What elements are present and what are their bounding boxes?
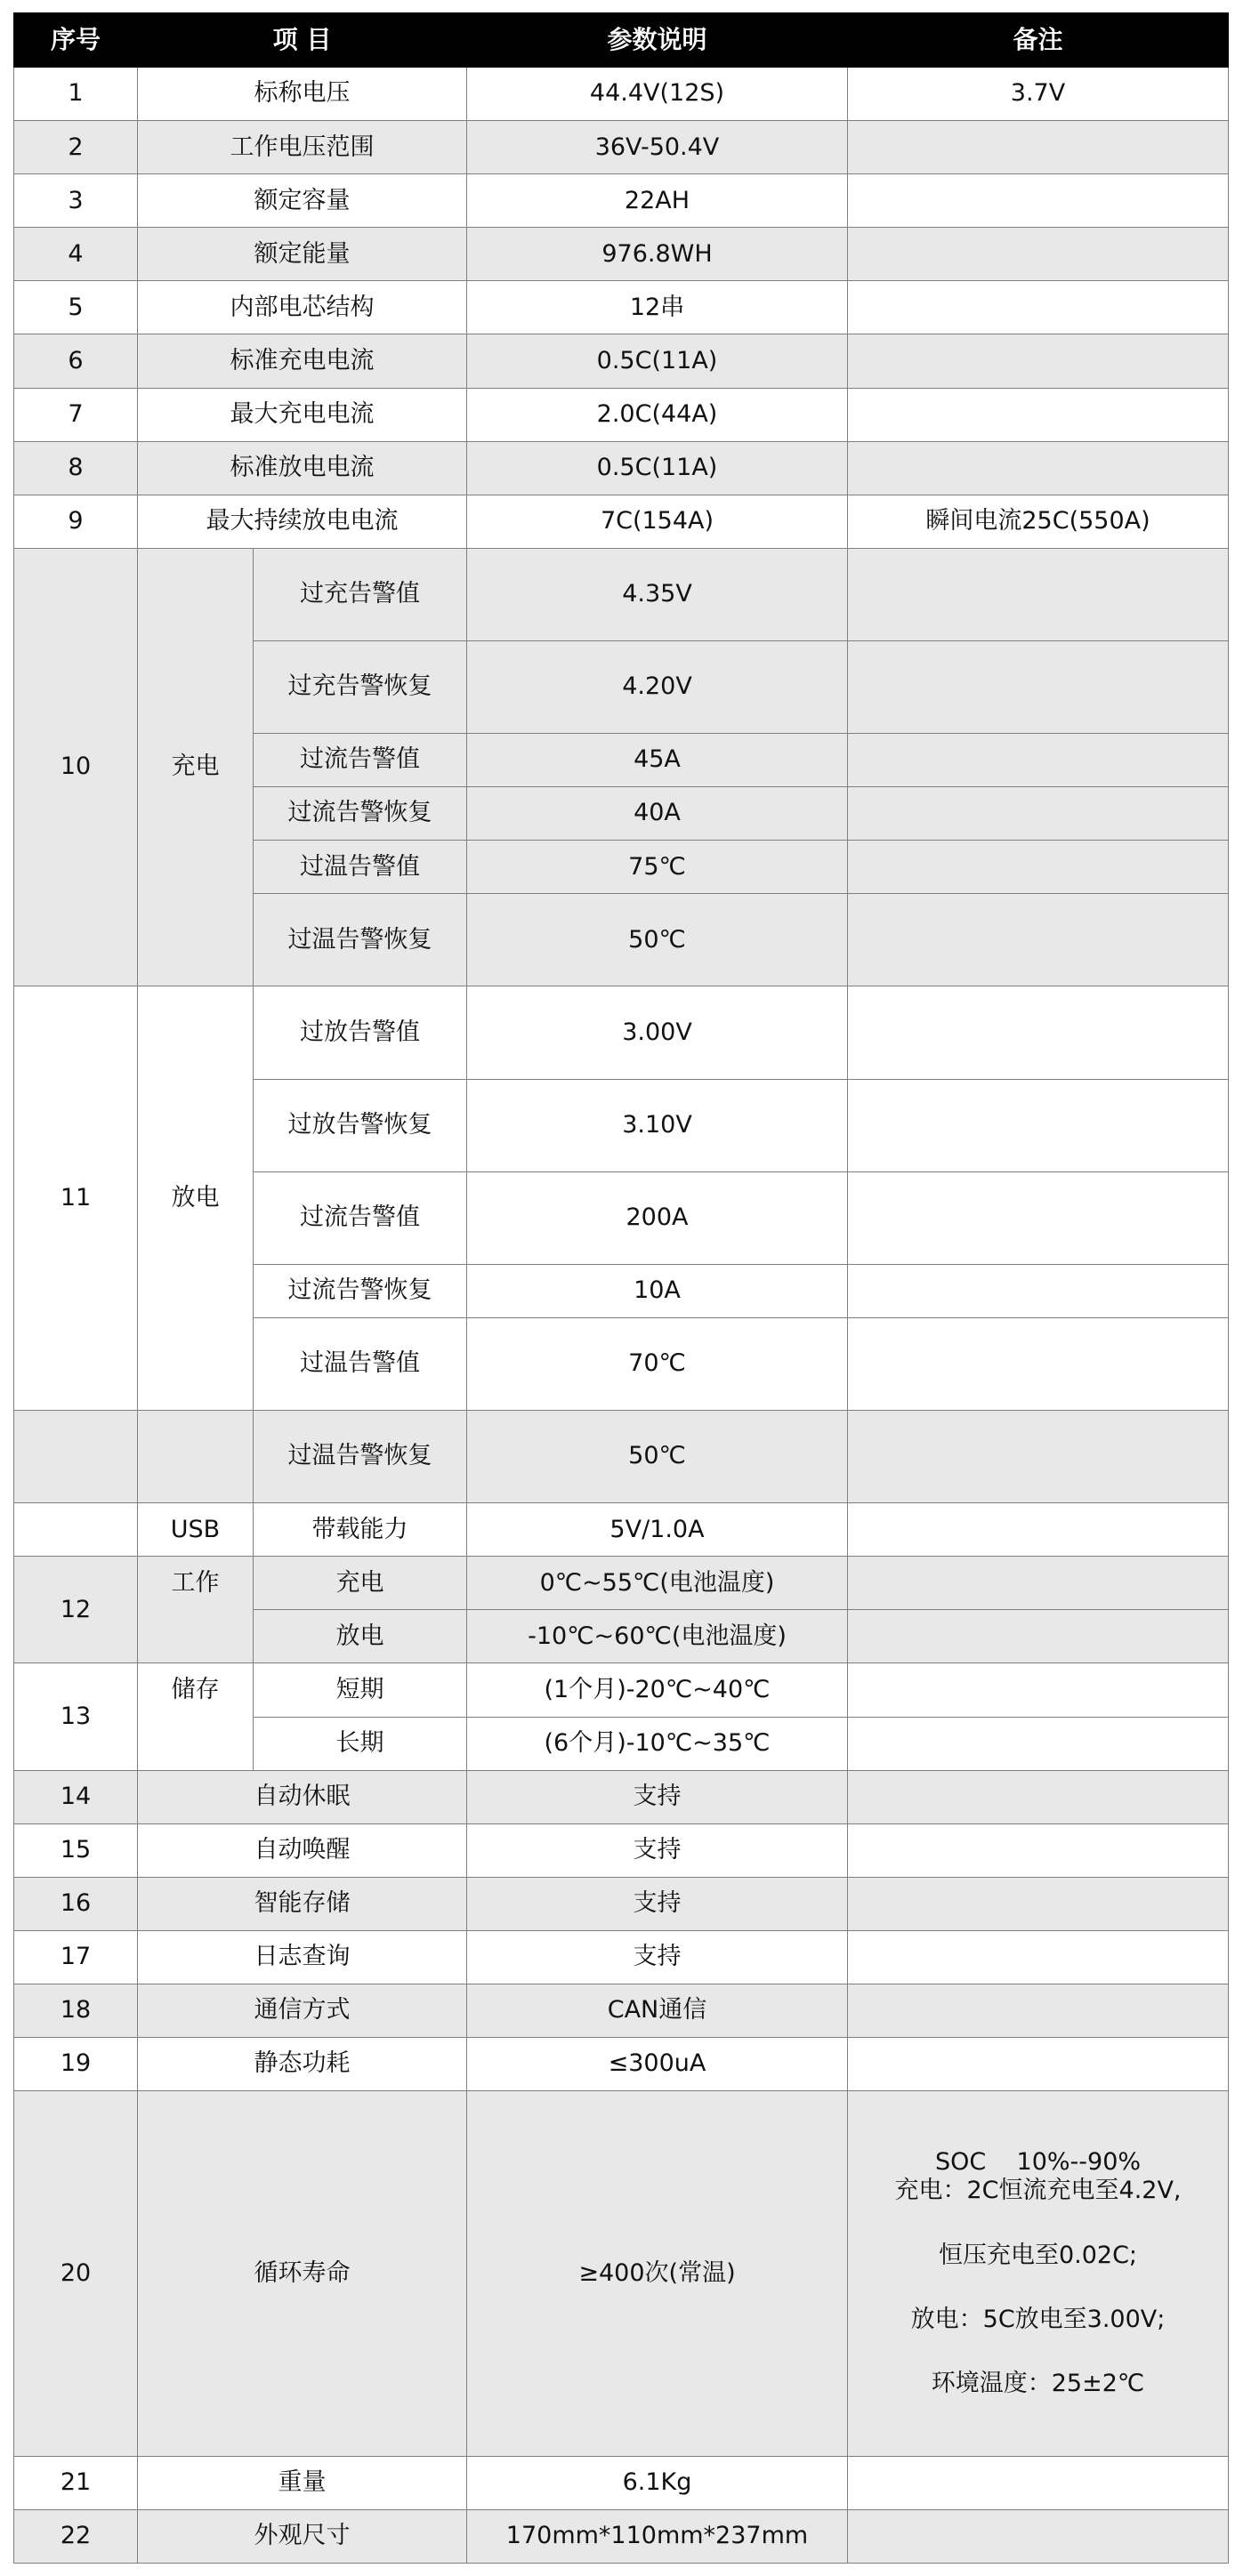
row-note [848,121,1229,174]
row-value: 45A [467,734,848,787]
row-value: 170mm*110mm*237mm [467,2509,848,2563]
row-item: 工作电压范围 [138,121,467,174]
table-row [14,986,1229,1079]
row-note [848,1171,1229,1264]
row-value: 44.4V(12S) [467,68,848,121]
row-item: 循环寿命 [138,2091,467,2457]
header-item: 项 目 [138,13,467,68]
row-no: 17 [14,1930,138,1984]
sub-item: 过放告警值 [254,986,467,1079]
row-note [848,228,1229,281]
row-value: 支持 [467,1823,848,1877]
row-value: 2.0C(44A) [467,388,848,441]
row-item: 标准放电电流 [138,441,467,495]
row-item: 标准充电电流 [138,334,467,388]
group-label-storage: 储存 [138,1663,254,1770]
row-value: 75℃ [467,841,848,894]
table-row [14,1557,1229,1610]
row-note [848,1984,1229,2037]
row-no: 10 [14,548,138,986]
row-value: 22AH [467,174,848,228]
row-value: 支持 [467,1770,848,1823]
table-row [14,1770,1229,1823]
header-row [14,13,1229,68]
table-row [14,1823,1229,1877]
row-item: 最大持续放电电流 [138,495,467,548]
table-row [14,174,1229,228]
row-note [848,1663,1229,1717]
sub-item: 过温告警恢复 [254,894,467,986]
row-value: 70℃ [467,1317,848,1410]
header-note: 备注 [848,13,1229,68]
row-value: ≥400次(常温) [467,2091,848,2457]
row-no: 5 [14,281,138,334]
sub-item: 短期 [254,1663,467,1717]
row-no: 6 [14,334,138,388]
row-value: 200A [467,1171,848,1264]
row-note [848,548,1229,640]
sub-item: 过放告警恢复 [254,1079,467,1171]
row-value: 12串 [467,281,848,334]
row-no: 19 [14,2038,138,2091]
row-value: 0.5C(11A) [467,441,848,495]
sub-item: 过温告警值 [254,841,467,894]
sub-item: 放电 [254,1610,467,1663]
row-no: 15 [14,1823,138,1877]
row-no: 9 [14,495,138,548]
cycle-note-line: 恒压充电至0.02C; [938,2241,1138,2269]
table-row [14,2456,1229,2509]
row-no: 12 [14,1557,138,1663]
sub-item: 过流告警恢复 [254,1264,467,1317]
row-note [848,281,1229,334]
row-value: 10A [467,1264,848,1317]
row-note [848,1264,1229,1317]
table-row [14,388,1229,441]
row-item: 重量 [138,2456,467,2509]
row-note [848,2509,1229,2563]
sub-item: 过流告警值 [254,1171,467,1264]
row-note [848,1823,1229,1877]
row-value: 4.20V [467,640,848,733]
row-note: 3.7V [848,68,1229,121]
row-value: 4.35V [467,548,848,640]
battery-spec-table [13,12,1229,2564]
table-row [14,334,1229,388]
row-no: 2 [14,121,138,174]
row-note [848,388,1229,441]
row-item: 额定能量 [138,228,467,281]
row-note: 瞬间电流25C(550A) [848,495,1229,548]
row-value: 50℃ [467,1411,848,1503]
row-item: 内部电芯结构 [138,281,467,334]
row-item: 外观尺寸 [138,2509,467,2563]
row-no: 14 [14,1770,138,1823]
sub-item: 长期 [254,1717,467,1770]
table-row [14,2038,1229,2091]
row-no: 3 [14,174,138,228]
table-row [14,548,1229,640]
row-value: 支持 [467,1930,848,1984]
table-row [14,281,1229,334]
row-value: 976.8WH [467,228,848,281]
row-no: 11 [14,986,138,1411]
sub-item: 带载能力 [254,1503,467,1557]
table-row [14,1663,1229,1717]
row-item: 日志查询 [138,1930,467,1984]
group-label-work: 工作 [138,1557,254,1663]
row-no: 20 [14,2091,138,2457]
row-no: 4 [14,228,138,281]
row-value: 7C(154A) [467,495,848,548]
table-row [14,1984,1229,2037]
sub-item: 过流告警恢复 [254,787,467,841]
row-item: 标称电压 [138,68,467,121]
row-value: 3.00V [467,986,848,1079]
row-value: ≤300uA [467,2038,848,2091]
row-note [848,174,1229,228]
row-value: 40A [467,787,848,841]
table-row [14,121,1229,174]
row-note [848,2456,1229,2509]
row-note [848,640,1229,733]
header-seq: 序号 [14,13,138,68]
cycle-note-line: SOC 10%--90% [934,2147,1142,2176]
row-no: 22 [14,2509,138,2563]
row-value: (1个月)-20℃~40℃ [467,1663,848,1717]
row-note [848,334,1229,388]
row-no: 18 [14,1984,138,2037]
row-note [848,1877,1229,1930]
sub-item: 充电 [254,1557,467,1610]
sub-item: 过温告警值 [254,1317,467,1410]
row-no: 13 [14,1663,138,1770]
row-value: 0.5C(11A) [467,334,848,388]
table-row [14,228,1229,281]
row-note [848,1557,1229,1610]
table-row [14,1877,1229,1930]
table-row [14,441,1229,495]
row-note [848,787,1229,841]
table-row [14,495,1229,548]
table-row [14,2091,1229,2457]
group-label-charge: 充电 [138,548,254,986]
row-no: 16 [14,1877,138,1930]
row-no [14,1411,138,1503]
row-item: 智能存储 [138,1877,467,1930]
row-note [848,1610,1229,1663]
cycle-note-line: 充电：2C恒流充电至4.2V, [894,2177,1182,2205]
table-row [14,1411,1229,1503]
group-label-discharge: 放电 [138,986,254,1411]
header-param: 参数说明 [467,13,848,68]
table-row [14,68,1229,121]
row-value: 3.10V [467,1079,848,1171]
row-no: 8 [14,441,138,495]
row-item: 最大充电电流 [138,388,467,441]
row-value: 36V-50.4V [467,121,848,174]
cycle-note-line: 环境温度：25±2℃ [931,2370,1145,2398]
row-item: 自动唤醒 [138,1823,467,1877]
row-value: 5V/1.0A [467,1503,848,1557]
row-no: 7 [14,388,138,441]
row-item: 自动休眠 [138,1770,467,1823]
row-value: (6个月)-10℃~35℃ [467,1717,848,1770]
cycle-note-line: 放电：5C放电至3.00V; [910,2306,1166,2334]
row-note [848,1717,1229,1770]
row-value: 支持 [467,1877,848,1930]
row-note [848,2038,1229,2091]
row-value: 0℃~55℃(电池温度) [467,1557,848,1610]
row-value: 6.1Kg [467,2456,848,2509]
row-note [848,1770,1229,1823]
row-note [848,894,1229,986]
row-value: 50℃ [467,894,848,986]
row-note [848,1411,1229,1503]
row-no [14,1503,138,1557]
row-item: 静态功耗 [138,2038,467,2091]
sub-item: 过流告警值 [254,734,467,787]
table-row [14,2509,1229,2563]
row-value: -10℃~60℃(电池温度) [467,1610,848,1663]
row-note [848,986,1229,1079]
table-row [14,1930,1229,1984]
row-value: CAN通信 [467,1984,848,2037]
row-no: 1 [14,68,138,121]
row-note [848,1317,1229,1410]
row-note [848,734,1229,787]
row-no: 21 [14,2456,138,2509]
sub-item: 过充告警值 [254,548,467,640]
sub-item: 过充告警恢复 [254,640,467,733]
row-note [848,1079,1229,1171]
row-note [848,841,1229,894]
row-note [848,1930,1229,1984]
cycle-note [848,2091,1229,2457]
table-row [14,1503,1229,1557]
sub-item: 过温告警恢复 [254,1411,467,1503]
row-item: 通信方式 [138,1984,467,2037]
row-note [848,1503,1229,1557]
group-label [138,1411,254,1503]
group-label-usb: USB [138,1503,254,1557]
row-item: 额定容量 [138,174,467,228]
row-note [848,441,1229,495]
